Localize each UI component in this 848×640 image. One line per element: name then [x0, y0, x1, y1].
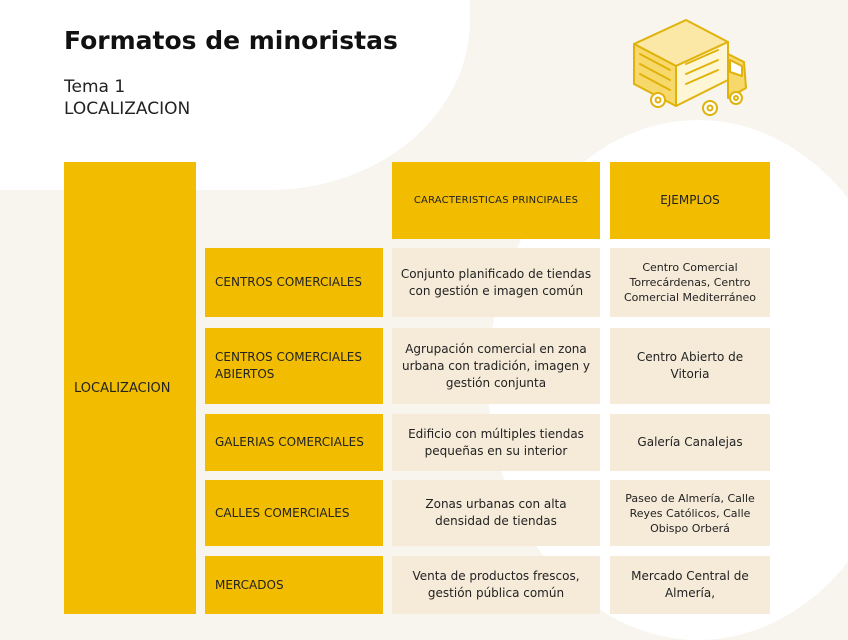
page-title: Formatos de minoristas	[64, 26, 398, 55]
features-cell: Agrupación comercial en zona urbana con tradición, imagen y gestión conjunta	[392, 328, 600, 404]
examples-cell: Centro Abierto de Vitoria	[610, 328, 770, 404]
examples-cell: Galería Canalejas	[610, 414, 770, 471]
features-cell: Conjunto planificado de tiendas con gestión e imagen común	[392, 248, 600, 317]
column-header-examples: EJEMPLOS	[610, 162, 770, 239]
subtitle-block	[64, 76, 190, 120]
format-cell-calles-comerciales: CALLES COMERCIALES	[205, 480, 383, 546]
format-cell-mercados: MERCADOS	[205, 556, 383, 614]
examples-cell: Paseo de Almería, Calle Reyes Católicos, Calle Obispo Orberá	[610, 480, 770, 546]
delivery-truck-icon	[626, 14, 754, 126]
examples-cell: Mercado Central de Almería,	[610, 556, 770, 614]
format-cell-centros-comerciales-abiertos: CENTROS COMERCIALES ABIERTOS	[205, 328, 383, 404]
topic-label: Tema 1	[64, 77, 126, 97]
format-cell-galerias-comerciales: GALERIAS COMERCIALES	[205, 414, 383, 471]
features-cell: Edificio con múltiples tiendas pequeñas en su interior	[392, 414, 600, 471]
column-header-features: CARACTERISTICAS PRINCIPALES	[392, 162, 600, 239]
section-label: LOCALIZACION	[64, 99, 191, 119]
examples-cell: Centro Comercial Torrecárdenas, Centro Comercial Mediterráneo	[610, 248, 770, 317]
features-cell: Venta de productos frescos, gestión pública común	[392, 556, 600, 614]
localizacion-group-cell: LOCALIZACION	[64, 162, 196, 614]
format-cell-centros-comerciales: CENTROS COMERCIALES	[205, 248, 383, 317]
features-cell: Zonas urbanas con alta densidad de tiendas	[392, 480, 600, 546]
